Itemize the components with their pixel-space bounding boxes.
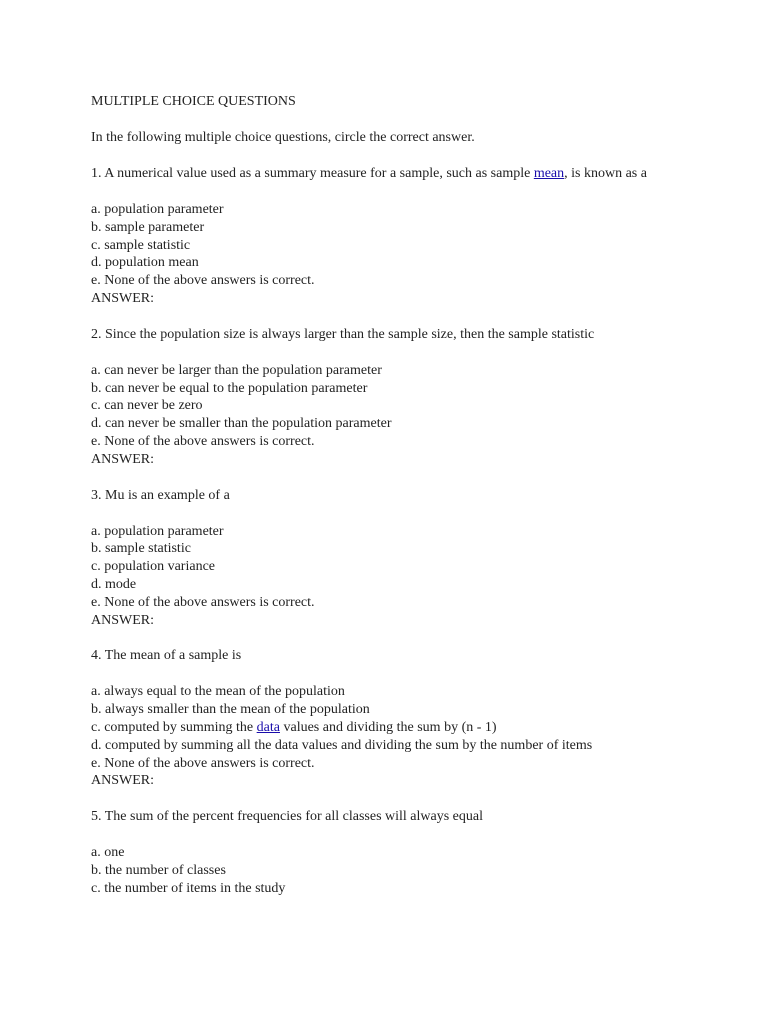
answer-options — [91, 523, 691, 630]
answer-option — [91, 201, 691, 219]
answer-option — [91, 701, 691, 719]
answer-option-text: d. computed by summing all the data values and dividing the sum by the number of items — [91, 737, 593, 753]
answer-label: ANSWER: — [91, 773, 154, 789]
glossary-link-data[interactable]: data — [256, 719, 280, 735]
answer-option-text: c. the number of items in the study — [91, 880, 286, 896]
document-heading: MULTIPLE CHOICE QUESTIONS — [91, 94, 296, 109]
question-1 — [91, 165, 691, 308]
answer-option-text: b. sample parameter — [91, 219, 205, 235]
answer-option — [91, 594, 691, 612]
answer-option-text: e. None of the above answers is correct. — [91, 755, 315, 771]
question-stem-text: 2. Since the population size is always larger than the sample size, then the sample statistic — [91, 326, 595, 342]
answer-option — [91, 219, 691, 237]
question-stem-text: 3. Mu is an example of a — [91, 487, 230, 503]
answer-option — [91, 880, 691, 898]
answer-option-text: e. None of the above answers is correct. — [91, 594, 315, 610]
answer-option — [91, 719, 691, 737]
question-stem-text: , is known as a — [564, 166, 647, 181]
answer-option-text: a. one — [91, 845, 125, 861]
answer-option-text: b. always smaller than the mean of the population — [91, 702, 370, 718]
answer-option — [91, 683, 691, 701]
answer-option — [91, 844, 691, 862]
answer-option — [91, 254, 691, 272]
question-4 — [91, 647, 691, 790]
answer-option-text: a. population parameter — [91, 523, 224, 539]
question-stem-text: 1. A numerical value used as a summary measure for a sample, such as sample — [91, 166, 534, 181]
instructions-text: In the following multiple choice questions, circle the correct answer. — [91, 130, 475, 145]
answer-option-text: e. None of the above answers is correct. — [91, 273, 315, 289]
answer-option — [91, 362, 691, 380]
answer-option-text: b. can never be equal to the population parameter — [91, 380, 368, 396]
answer-option — [91, 540, 691, 558]
answer-option — [91, 576, 691, 594]
question-2 — [91, 326, 691, 469]
answer-option — [91, 415, 691, 433]
answer-label: ANSWER: — [91, 451, 154, 467]
question-5 — [91, 808, 691, 897]
question-stem-text: 4. The mean of a sample is — [91, 648, 242, 664]
answer-option — [91, 397, 691, 415]
answer-option — [91, 237, 691, 255]
answer-option — [91, 433, 691, 451]
question-stem — [91, 165, 691, 183]
answer-options — [91, 683, 691, 790]
answer-label: ANSWER: — [91, 290, 154, 306]
glossary-link-mean[interactable]: mean — [533, 166, 565, 181]
answer-option-text: c. sample statistic — [91, 237, 191, 253]
question-stem — [91, 487, 691, 505]
answer-option-text: e. None of the above answers is correct. — [91, 433, 315, 449]
answer-option-text: d. mode — [91, 576, 137, 592]
answer-options — [91, 844, 691, 897]
answer-option — [91, 558, 691, 576]
answer-option — [91, 737, 691, 755]
answer-option-text: c. computed by summing the — [91, 719, 257, 735]
question-stem — [91, 647, 691, 665]
question-stem — [91, 808, 691, 826]
questions-list — [91, 165, 691, 898]
answer-option-text: a. always equal to the mean of the population — [91, 684, 345, 700]
answer-option — [91, 272, 691, 290]
answer-label: ANSWER: — [91, 612, 154, 628]
answer-option-text: a. population parameter — [91, 202, 224, 217]
document-page — [91, 93, 691, 898]
answer-option — [91, 862, 691, 880]
answer-option-text: d. population mean — [91, 255, 199, 271]
answer-option-text: a. can never be larger than the population parameter — [91, 362, 382, 378]
question-stem-text: 5. The sum of the percent frequencies for all classes will always equal — [91, 809, 483, 825]
answer-option-text: b. sample statistic — [91, 541, 191, 557]
answer-option — [91, 523, 691, 541]
answer-option-text: c. can never be zero — [91, 398, 203, 414]
answer-option-text: c. population variance — [91, 559, 216, 575]
question-stem — [91, 326, 691, 344]
answer-option — [91, 755, 691, 773]
answer-option — [91, 380, 691, 398]
question-3 — [91, 487, 691, 630]
answer-option-text: d. can never be smaller than the population parameter — [91, 416, 392, 432]
answer-option-text: b. the number of classes — [91, 862, 226, 878]
answer-options — [91, 201, 691, 308]
answer-option-text: values and dividing the sum by (n - 1) — [279, 719, 497, 735]
answer-options — [91, 362, 691, 469]
